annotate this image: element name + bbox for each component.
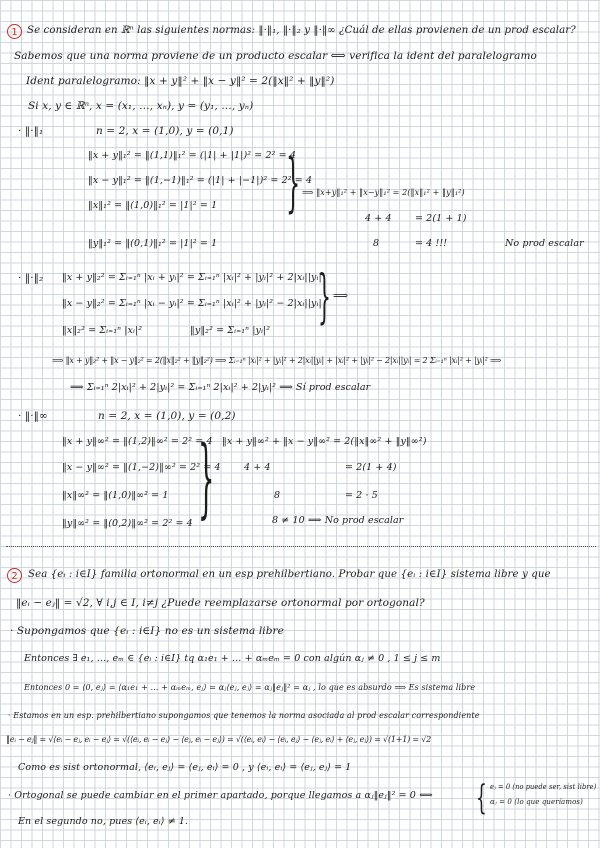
norm2-eq-1: ‖x + y‖₂² = Σᵢ₌₁ⁿ |xᵢ + yᵢ|² = Σᵢ₌₁ⁿ |xᵢ|² + |yᵢ|² + 2|xᵢ||yᵢ| <box>62 272 322 283</box>
exercise-2-case-2: αⱼ = 0 (lo que queríamos) <box>490 798 583 806</box>
norm1-result-3a: 8 <box>373 238 380 249</box>
exercise-2-line-7: ‖eᵢ − eⱼ‖ = √⟨eᵢ − eⱼ, eᵢ − eⱼ⟩ = √(⟨eᵢ, eᵢ − eⱼ⟩ − ⟨eⱼ, eᵢ − eⱼ⟩) = √(⟨eᵢ, eᵢ⟩ − ⟨eᵢ, eⱼ⟩ − ⟨eⱼ, eᵢ⟩ + ⟨eⱼ, eⱼ⟩) = √(1+1) = √2 <box>6 735 432 744</box>
norm2-label: · ‖·‖₂ <box>18 272 44 284</box>
norm1-eq-2: ‖x − y‖₁² = ‖(1,−1)‖₁² = (|1| + |−1|)² = 2² = 4 <box>88 175 313 186</box>
exercise-2-heading: Sea {eᵢ : i∈I} familia ortonormal en un esp prehilbertiano. Probar que {eᵢ : i∈I} sistema libre y que <box>28 569 551 580</box>
norm2-arrow: ⟹ <box>333 290 349 302</box>
norm1-conclusion: No prod escalar <box>505 238 584 249</box>
exercise-2-line-3: · Supongamos que {eᵢ : i∈I} no es un sistema libre <box>10 625 284 637</box>
exercise-2-line-2: ‖eᵢ − eⱼ‖ = √2, ∀ i,j ∈ I, i≠j ¿Puede reemplazarse ortonormal por ortogonal? <box>16 597 425 609</box>
norm2-eq-2: ‖x − y‖₂² = Σᵢ₌₁ⁿ |xᵢ − yᵢ|² = Σᵢ₌₁ⁿ |xᵢ|² + |yᵢ|² − 2|xᵢ||yᵢ| <box>62 298 322 309</box>
norminf-result-1: ‖x + y‖∞² + ‖x − y‖∞² = 2(‖x‖∞² + ‖y‖∞²) <box>222 436 427 447</box>
norminf-result-2a: 4 + 4 <box>244 462 271 473</box>
norm1-setup: n = 2, x = (1,0), y = (0,1) <box>96 125 234 137</box>
exercise-number-2: 2 <box>7 568 22 583</box>
norm2-eq-3b: ‖y‖₂² = Σᵢ₌₁ⁿ |yᵢ|² <box>190 325 271 336</box>
norminf-brace: } <box>198 428 215 528</box>
norminf-result-2b: = 2(1 + 4) <box>345 462 397 473</box>
norm2-eq-5: ⟹ ‖x + y‖₂² + ‖x − y‖₂² = 2(‖x‖₂² + ‖y‖₂²) ⟹ Σᵢ₌₁ⁿ |xᵢ|² + |yᵢ|² + 2|xᵢ||yᵢ| + |xᵢ|² + |yᵢ|² − 2|xᵢ||yᵢ| = 2 Σᵢ₌₁ⁿ |xᵢ|² + |yᵢ|² ⟹ <box>52 356 502 365</box>
exercise-2-brace: { <box>476 778 487 818</box>
norm1-result-2b: = 2(1 + 1) <box>415 213 467 224</box>
exercise-number-1: 1 <box>7 24 22 39</box>
exercise-2-line-8: Como es sist ortonormal, ⟨eᵢ, eⱼ⟩ = ⟨eⱼ, eᵢ⟩ = 0 , y ⟨eᵢ, eᵢ⟩ = ⟨eⱼ, eⱼ⟩ = 1 <box>18 762 352 773</box>
norminf-result-3b: = 2 · 5 <box>345 490 378 501</box>
exercise-2-line-5: Entonces 0 = ⟨0, eⱼ⟩ = ⟨α₁e₁ + … + αₘeₘ, eⱼ⟩ = αⱼ⟨eⱼ, eⱼ⟩ = αⱼ‖eⱼ‖² = αⱼ , lo que es absurdo ⟹ Es sistema libre <box>24 683 476 692</box>
norm2-eq-3: ‖x‖₂² = Σᵢ₌₁ⁿ |xᵢ|² <box>62 325 143 336</box>
norminf-result-3a: 8 <box>274 490 281 501</box>
exercise-2-line-4: Entonces ∃ e₁, …, eₘ ∈ {eᵢ : i∈I} tq α₁e₁ + … + αₘeₘ = 0 con algún αⱼ ≠ 0 , 1 ≤ j ≤ m <box>24 653 441 664</box>
norminf-eq-2: ‖x − y‖∞² = ‖(1,−2)‖∞² = 2² = 4 <box>62 462 221 473</box>
norm1-eq-4: ‖y‖₁² = ‖(0,1)‖₁² = |1|² = 1 <box>88 238 218 249</box>
norminf-eq-4: ‖y‖∞² = ‖(0,2)‖∞² = 2² = 4 <box>62 518 193 529</box>
norm1-brace: } <box>286 146 301 220</box>
section-divider <box>6 546 596 547</box>
norm2-eq-6: ⟹ Σᵢ₌₁ⁿ 2|xᵢ|² + 2|yᵢ|² = Σᵢ₌₁ⁿ 2|xᵢ|² + 2|yᵢ|² ⟹ Sí prod escalar <box>70 382 371 393</box>
norm2-brace: } <box>318 262 331 330</box>
norminf-label: · ‖·‖∞ <box>18 410 48 422</box>
exercise-2-line-10: En el segundo no, pues ⟨eᵢ, eᵢ⟩ ≠ 1. <box>18 816 189 827</box>
exercise-2-line-9: · Ortogonal se puede cambiar en el primer apartado, porque llegamos a αⱼ‖eⱼ‖² = 0 ⟺ <box>8 790 433 801</box>
exercise-1-heading: Se consideran en ℝⁿ las siguientes normas: ‖·‖₁, ‖·‖₂ y ‖·‖∞ ¿Cuál de ellas provienen de un prod escalar? <box>27 25 576 36</box>
exercise-2-line-6: · Estamos en un esp. prehilbertiano supongamos que tenemos la norma asociada al prod escalar correspondiente <box>8 711 480 720</box>
exercise-2-case-1: eⱼ = 0 (no puede ser, sist libre) <box>490 783 597 791</box>
norm1-result-2a: 4 + 4 <box>365 213 392 224</box>
norminf-eq-3: ‖x‖∞² = ‖(1,0)‖∞² = 1 <box>62 490 169 501</box>
norminf-eq-1: ‖x + y‖∞² = ‖(1,2)‖∞² = 2² = 4 <box>62 436 213 447</box>
norminf-conclusion: 8 ≠ 10 ⟹ No prod escalar <box>272 515 404 526</box>
norm1-label: · ‖·‖₁ <box>18 125 44 137</box>
norm1-result-1: ⟹ ‖x+y‖₁² + ‖x−y‖₁² = 2(‖x‖₁² + ‖y‖₁²) <box>302 188 465 197</box>
norm1-eq-3: ‖x‖₁² = ‖(1,0)‖₁² = |1|² = 1 <box>88 200 218 211</box>
norm1-eq-1: ‖x + y‖₁² = ‖(1,1)‖₁² = (|1| + |1|)² = 2² = 4 <box>88 150 296 161</box>
norminf-setup: n = 2, x = (1,0), y = (0,2) <box>98 410 236 422</box>
exercise-1-line-2: Sabemos que una norma proviene de un producto escalar ⟺ verifica la ident del paralelogramo <box>14 50 537 62</box>
exercise-1-line-3: Ident paralelogramo: ‖x + y‖² + ‖x − y‖² = 2(‖x‖² + ‖y‖²) <box>26 75 335 87</box>
norm1-result-3b: = 4 !!! <box>415 238 448 249</box>
exercise-1-line-4: Si x, y ∈ ℝⁿ, x = (x₁, …, xₙ), y = (y₁, …, yₙ) <box>28 100 254 112</box>
